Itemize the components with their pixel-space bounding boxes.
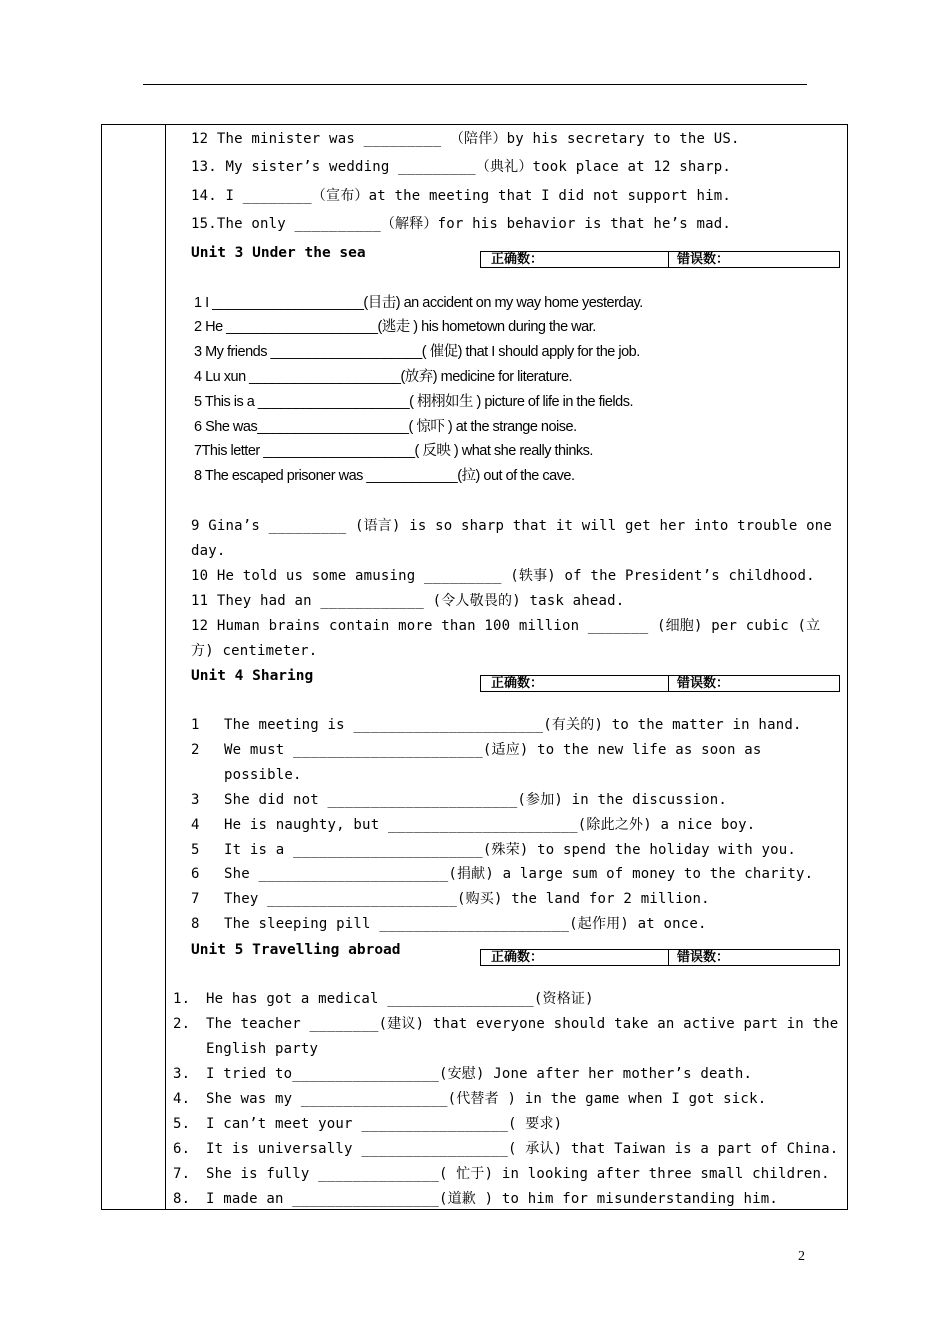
item-number: 3 (191, 792, 200, 808)
score-box (480, 251, 840, 268)
list-item: I tried to_________________(安慰) Jone after her mother’s death. (206, 1066, 753, 1082)
item-number: 6. (173, 1141, 191, 1157)
item-number: 2 (191, 742, 200, 758)
list-item: It is a ______________________(殊荣) to spend the holiday with you. (224, 842, 797, 858)
list-item: 15.The only __________（解释）for his behavior is that he’s mad. (191, 216, 732, 232)
item-number: 4. (173, 1091, 191, 1107)
list-item: 5 This is a ____________________( 栩栩如生 ) picture of life in the fields. (194, 394, 633, 410)
list-item: 3 My friends ____________________( 催促) that I should apply for the job. (194, 344, 640, 360)
unit-5-title: Unit 5 Travelling abroad (191, 942, 401, 958)
wrong-count-label: 错误数： (677, 252, 730, 267)
correct-count-label: 正确数： (481, 676, 669, 691)
list-item: 10 He told us some amusing _________ (轶事) of the President’s childhood. (191, 568, 815, 584)
item-number: 1 (191, 717, 200, 733)
item-number: 2. (173, 1016, 191, 1032)
list-item: possible. (224, 767, 302, 783)
list-item: 12 Human brains contain more than 100 million _______ (细胞) per cubic (立 (191, 618, 821, 634)
list-item: 7This letter ____________________( 反映 ) what she really thinks. (194, 443, 593, 459)
list-item: I can’t meet your _________________( 要求) (206, 1116, 563, 1132)
list-item: He is naughty, but ______________________(除此之外) a nice boy. (224, 817, 756, 833)
score-box (480, 675, 840, 692)
correct-count-label: 正确数： (481, 950, 669, 965)
list-item: We must ______________________(适应) to the new life as soon as (224, 742, 762, 758)
item-number: 8. (173, 1191, 191, 1207)
list-item: day. (191, 543, 226, 559)
page-number: 2 (798, 1249, 805, 1264)
list-item: 14. I ________（宣布）at the meeting that I did not support him. (191, 188, 732, 204)
list-item: She is fully ______________( 忙于) in looking after three small children. (206, 1166, 830, 1182)
wrong-count-label: 错误数： (677, 676, 730, 691)
list-item: 2 He ____________________(逃走 ) his hometown during the war. (194, 319, 596, 335)
item-number: 5. (173, 1116, 191, 1132)
list-item: I made an _________________(道歉 ) to him for misunderstanding him. (206, 1191, 779, 1207)
list-item: 12 The minister was _________ （陪伴）by his secretary to the US. (191, 131, 740, 147)
list-item: 方) centimeter. (191, 643, 318, 659)
list-item: It is universally _________________( 承认) that Taiwan is a part of China. (206, 1141, 839, 1157)
unit-3-title: Unit 3 Under the sea (191, 245, 366, 261)
item-number: 7 (191, 891, 200, 907)
item-number: 1. (173, 991, 191, 1007)
list-item: 1 I ____________________(目击) an accident on my way home yesterday. (194, 295, 643, 311)
list-item: 11 They had an ____________ (令人敬畏的) task ahead. (191, 593, 625, 609)
list-item: The teacher ________(建议) that everyone should take an active part in the (206, 1016, 839, 1032)
table-column-divider (165, 124, 166, 1210)
list-item: They ______________________(购买) the land for 2 million. (224, 891, 710, 907)
list-item: She was my _________________(代替者 ) in the game when I got sick. (206, 1091, 767, 1107)
item-number: 8 (191, 916, 200, 932)
correct-count-label: 正确数： (481, 252, 669, 267)
item-number: 3. (173, 1066, 191, 1082)
list-item: The meeting is ______________________(有关的) to the matter in hand. (224, 717, 802, 733)
list-item: 4 Lu xun ____________________(放弃) medicine for literature. (194, 369, 573, 385)
list-item: She ______________________(捐献) a large sum of money to the charity. (224, 866, 814, 882)
list-item: 6 She was____________________( 惊吓 ) at the strange noise. (194, 419, 577, 435)
list-item: He has got a medical _________________(资格证) (206, 991, 594, 1007)
list-item: She did not ______________________(参加) in the discussion. (224, 792, 727, 808)
list-item: 8 The escaped prisoner was ____________(拉) out of the cave. (194, 468, 575, 484)
list-item: 13. My sister’s wedding _________（典礼）took place at 12 sharp. (191, 159, 732, 175)
item-number: 5 (191, 842, 200, 858)
list-item: 9 Gina’s _________ (语言) is so sharp that it will get her into trouble one (191, 518, 833, 534)
list-item: The sleeping pill ______________________(起作用) at once. (224, 916, 707, 932)
unit-4-title: Unit 4 Sharing (191, 668, 314, 684)
list-item: English party (206, 1041, 319, 1057)
item-number: 7. (173, 1166, 191, 1182)
score-box (480, 949, 840, 966)
item-number: 6 (191, 866, 200, 882)
wrong-count-label: 错误数： (677, 950, 730, 965)
item-number: 4 (191, 817, 200, 833)
header-rule (143, 84, 807, 85)
